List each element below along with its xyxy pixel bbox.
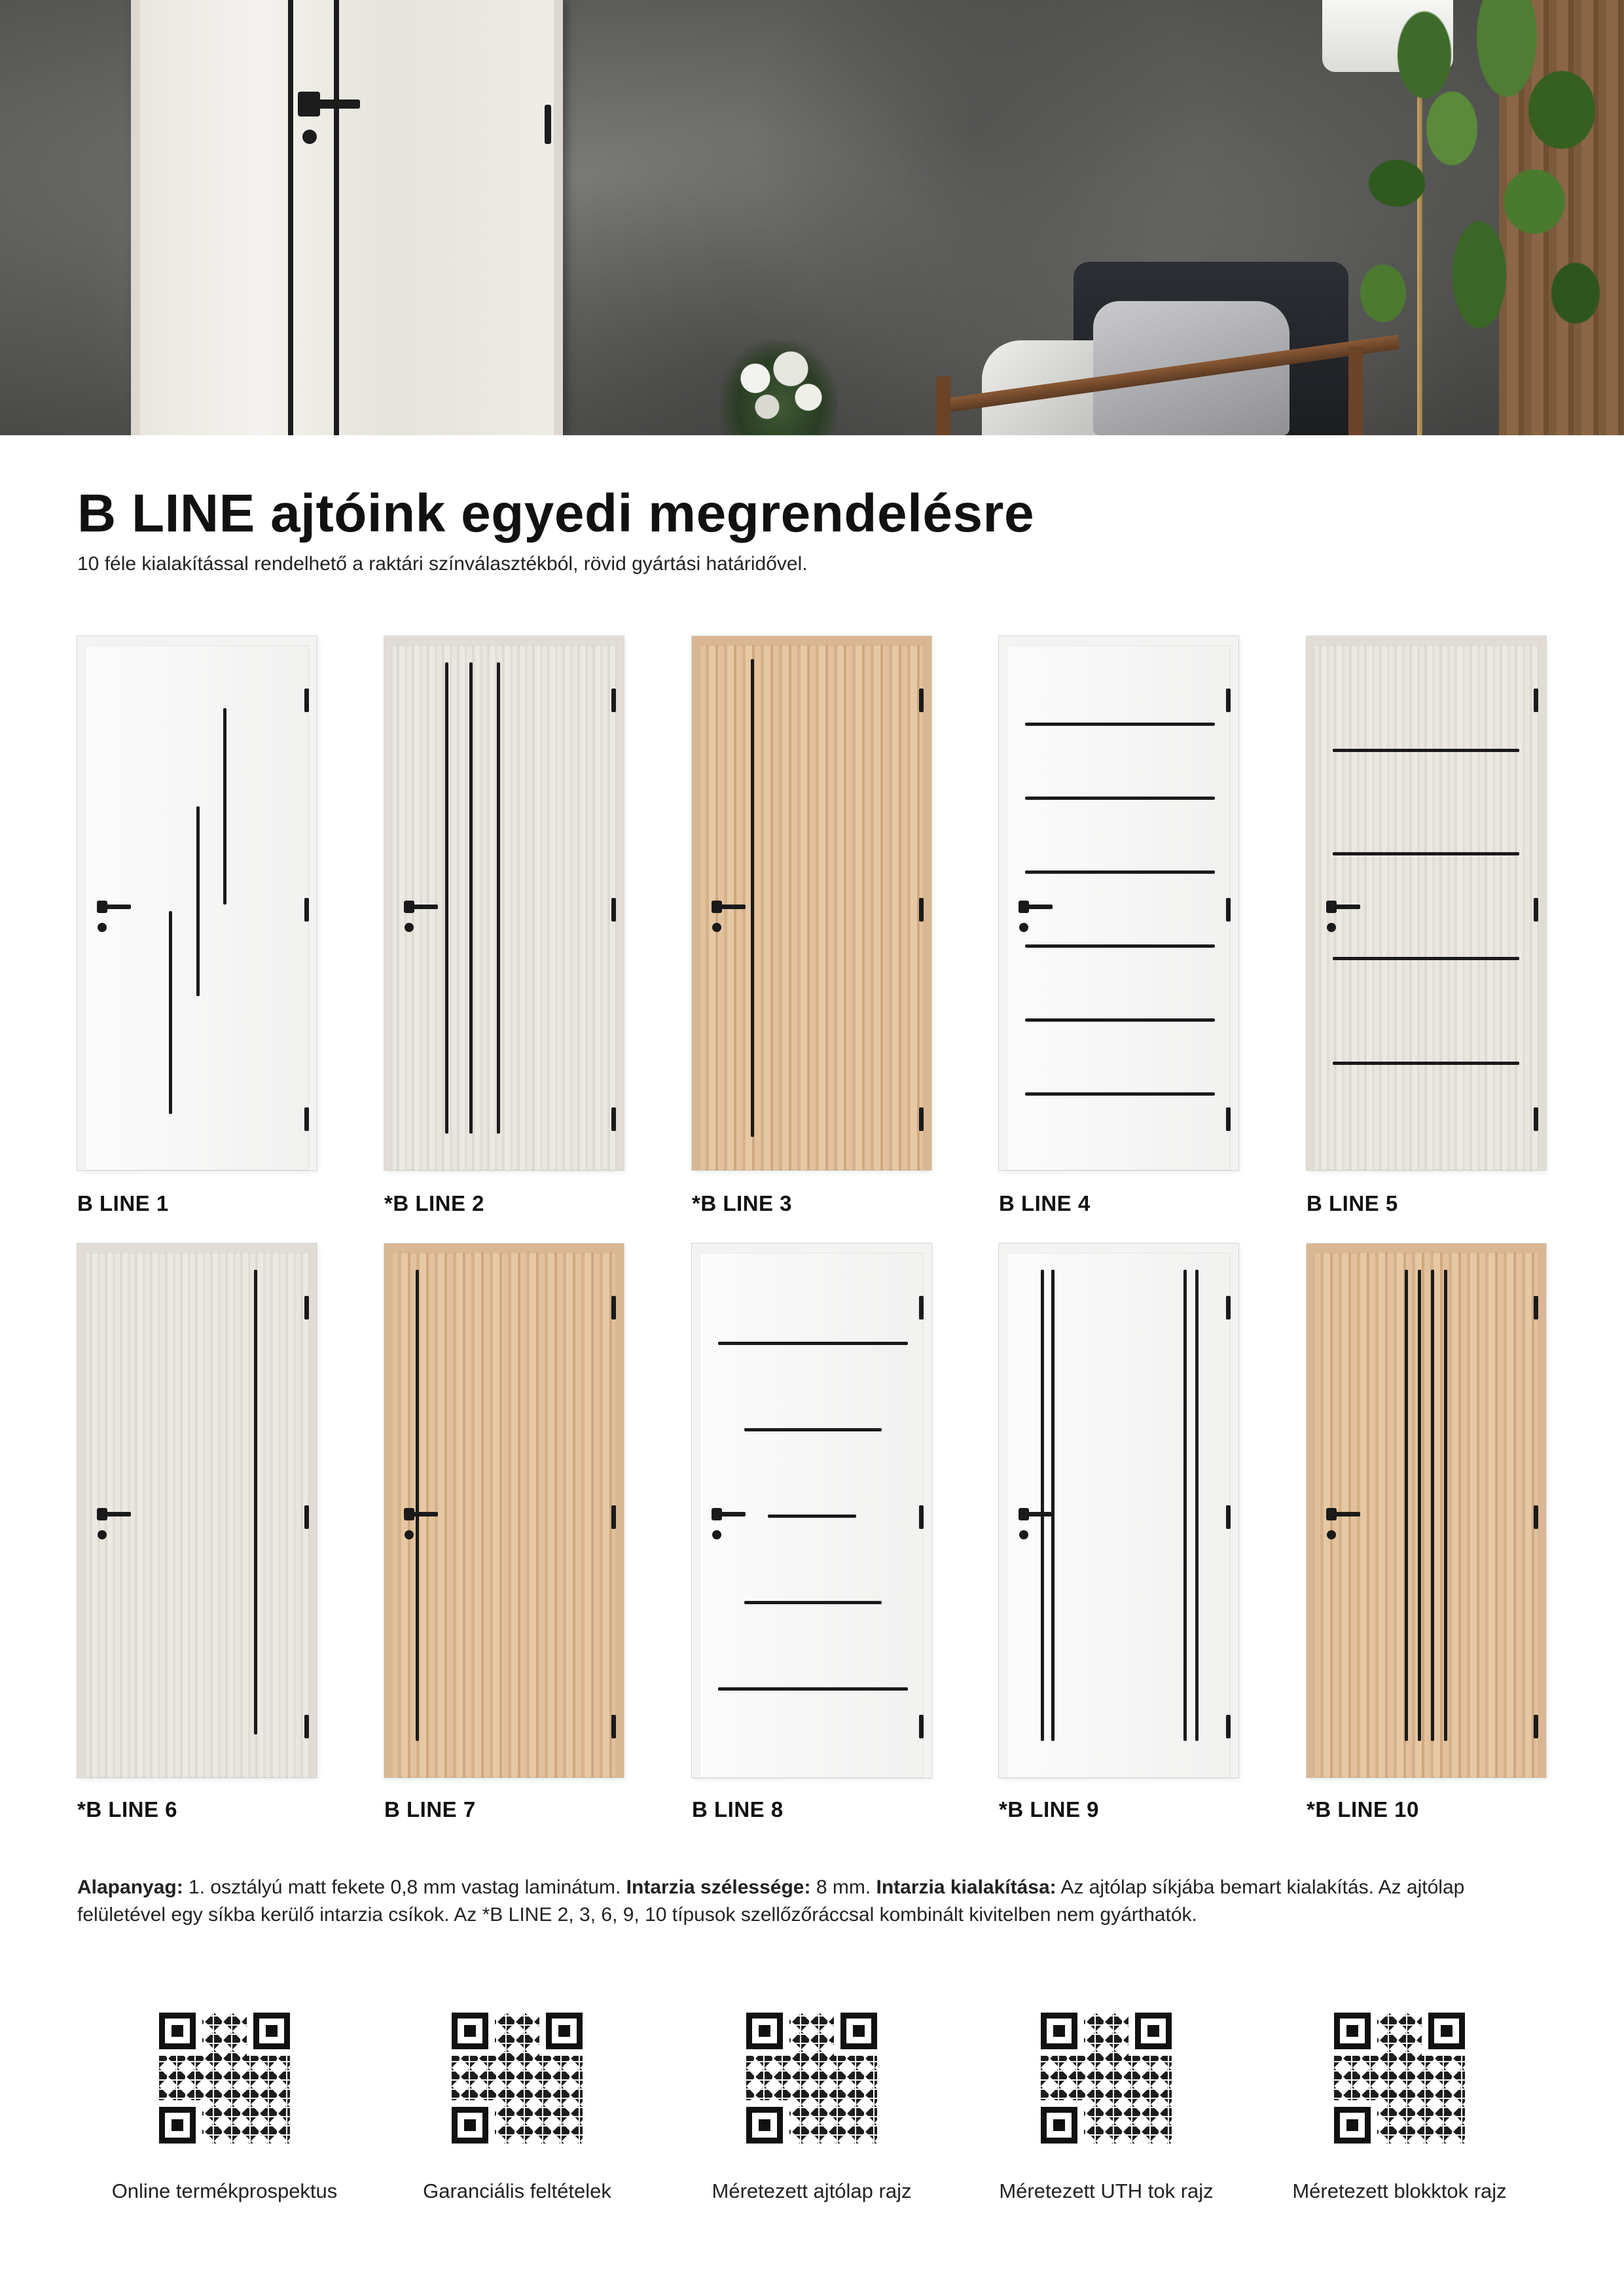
door-label: *B LINE 10 bbox=[1307, 1797, 1419, 1821]
door-hinge bbox=[919, 1296, 924, 1319]
door-hinge bbox=[304, 898, 309, 922]
inlay-line bbox=[1418, 1270, 1421, 1741]
door-hinge bbox=[304, 1505, 309, 1529]
door-hinge bbox=[611, 1715, 616, 1738]
door-hinge bbox=[919, 1505, 924, 1529]
inlay-line bbox=[751, 659, 754, 1137]
keyhole bbox=[1327, 1530, 1336, 1539]
qr-finder bbox=[1334, 2107, 1371, 2144]
inlay-line bbox=[744, 1601, 882, 1604]
door-hinge bbox=[1226, 898, 1231, 922]
door-hinge bbox=[545, 105, 551, 144]
door-b-line-6 bbox=[77, 1244, 317, 1778]
door-handle bbox=[298, 99, 360, 109]
qr-finder bbox=[546, 2013, 583, 2049]
qr-label: Online termékprospektus bbox=[111, 2179, 338, 2202]
door-hinge bbox=[1226, 689, 1231, 712]
door-hinge bbox=[304, 1107, 309, 1131]
inlay-line bbox=[768, 1515, 856, 1518]
inlay-line bbox=[1333, 1062, 1519, 1065]
inlay-line bbox=[196, 806, 200, 996]
keyhole bbox=[302, 130, 317, 144]
keyhole bbox=[1019, 1530, 1028, 1539]
door-b-line-8 bbox=[692, 1244, 931, 1778]
door-label: *B LINE 3 bbox=[692, 1191, 793, 1215]
inlay-line bbox=[718, 1342, 908, 1345]
door-label: B LINE 1 bbox=[77, 1191, 169, 1215]
inlay-width-text: 8 mm. bbox=[810, 1876, 876, 1898]
inlay-line bbox=[497, 662, 500, 1134]
keyhole bbox=[712, 923, 721, 932]
door-label: *B LINE 6 bbox=[77, 1797, 178, 1821]
qr-finder bbox=[1041, 2107, 1077, 2144]
inlay-line bbox=[1041, 1270, 1044, 1741]
door-hinge bbox=[1226, 1715, 1231, 1738]
door-hinge bbox=[919, 689, 924, 712]
door-b-line-9 bbox=[999, 1244, 1238, 1778]
door-label: B LINE 4 bbox=[999, 1191, 1091, 1215]
inlay-line bbox=[169, 911, 172, 1114]
hero-photo bbox=[0, 0, 1624, 435]
door-b-line-3 bbox=[692, 636, 931, 1170]
door-hinge bbox=[1226, 1505, 1231, 1529]
door-label: *B LINE 9 bbox=[999, 1797, 1100, 1821]
keyhole bbox=[1019, 923, 1028, 932]
inlay-line bbox=[744, 1428, 882, 1431]
inlay-line bbox=[1444, 1270, 1447, 1741]
door-handle bbox=[1326, 1512, 1360, 1516]
door-b-line-5 bbox=[1307, 636, 1546, 1170]
door-b-line-4 bbox=[999, 636, 1238, 1170]
door-handle bbox=[404, 905, 438, 909]
door-handle bbox=[404, 1512, 438, 1516]
inlay-line bbox=[718, 1687, 908, 1691]
qr-finder bbox=[1135, 2013, 1172, 2049]
door-hinge bbox=[304, 1715, 309, 1738]
door-label: B LINE 7 bbox=[384, 1797, 476, 1821]
inlay-line bbox=[1025, 944, 1215, 948]
door-handle bbox=[1326, 905, 1360, 909]
material-label: Alapanyag: bbox=[77, 1876, 183, 1898]
inlay-design-text: Az ajtólap síkjába bemart kialakítás. Az ajtólap felületével egy síkba kerülő intarzia csíkok. Az *B LINE 2, 3, 6, 9, 10 típusok szellőzőráccsal kombinált kivitelben nem gyárthatók. bbox=[77, 1876, 1465, 1926]
inlay-line bbox=[1333, 749, 1519, 752]
door-handle bbox=[1019, 1512, 1053, 1516]
inlay-line bbox=[254, 1270, 257, 1734]
qr-finder bbox=[159, 2107, 196, 2144]
door-label: B LINE 5 bbox=[1307, 1191, 1398, 1215]
inlay-line bbox=[416, 1270, 419, 1741]
keyhole bbox=[1327, 923, 1336, 932]
inlay-line bbox=[223, 708, 226, 905]
keyhole bbox=[98, 1530, 107, 1539]
inlay-line bbox=[1051, 1270, 1055, 1741]
inlay-line bbox=[1183, 1270, 1187, 1741]
door-inlay-line bbox=[288, 0, 293, 435]
door-handle bbox=[712, 905, 746, 909]
qr-finder bbox=[1428, 2013, 1465, 2049]
door-b-line-2 bbox=[384, 636, 624, 1170]
inlay-line bbox=[445, 662, 448, 1134]
door-hinge bbox=[1534, 1296, 1538, 1319]
qr-code-icon[interactable] bbox=[1334, 2013, 1465, 2144]
inlay-width-label: Intarzia szélessége: bbox=[626, 1876, 811, 1898]
door-hinge bbox=[1534, 1107, 1538, 1131]
door-hinge bbox=[611, 1296, 616, 1319]
door-hinge bbox=[1534, 898, 1538, 922]
door-hinge bbox=[304, 689, 309, 712]
flower-bouquet bbox=[720, 340, 838, 435]
door-handle bbox=[97, 1512, 131, 1516]
qr-finder bbox=[1041, 2013, 1077, 2049]
inlay-line bbox=[1025, 1092, 1215, 1096]
door-hinge bbox=[611, 898, 616, 922]
hero-door bbox=[131, 0, 563, 435]
keyhole bbox=[98, 923, 107, 932]
page-title: B LINE ajtóink egyedi megrendelésre bbox=[77, 484, 1035, 543]
door-hinge bbox=[611, 1505, 616, 1529]
door-hinge bbox=[304, 1296, 309, 1319]
qr-code-icon[interactable] bbox=[159, 2013, 290, 2144]
armchair-leg bbox=[1348, 347, 1363, 435]
qr-label: Méretezett blokktok rajz bbox=[1292, 2179, 1507, 2202]
inlay-line bbox=[469, 662, 473, 1134]
plant-leaves bbox=[1342, 0, 1617, 367]
door-hinge bbox=[1534, 1505, 1538, 1529]
door-inlay-line bbox=[334, 0, 339, 435]
qr-finder bbox=[746, 2013, 783, 2049]
door-frame bbox=[131, 0, 140, 435]
door-handle bbox=[712, 1512, 746, 1516]
qr-code-icon[interactable] bbox=[746, 2013, 877, 2144]
door-b-line-7 bbox=[384, 1244, 624, 1778]
inlay-line bbox=[1431, 1270, 1434, 1741]
door-hinge bbox=[919, 1107, 924, 1131]
door-hinge bbox=[611, 689, 616, 712]
qr-finder bbox=[452, 2107, 488, 2144]
qr-label: Garanciális feltételek bbox=[423, 2179, 611, 2202]
door-hinge bbox=[919, 898, 924, 922]
page-subtitle: 10 féle kialakítással rendelhető a raktári színválasztékból, rövid gyártási határidővel. bbox=[77, 553, 808, 575]
inlay-line bbox=[1025, 723, 1215, 726]
material-text: 1. osztályú matt fekete 0,8 mm vastag laminátum. bbox=[183, 1876, 626, 1898]
door-hinge bbox=[919, 1715, 924, 1738]
qr-finder bbox=[159, 2013, 196, 2049]
armchair-leg bbox=[936, 376, 950, 435]
door-handle bbox=[1019, 905, 1053, 909]
inlay-line bbox=[1025, 870, 1215, 874]
inlay-line bbox=[1195, 1270, 1199, 1741]
keyhole bbox=[405, 923, 414, 932]
inlay-line bbox=[1025, 797, 1215, 800]
door-b-line-1 bbox=[77, 636, 317, 1170]
qr-code-icon[interactable] bbox=[452, 2013, 583, 2144]
door-frame bbox=[554, 0, 563, 435]
qr-finder bbox=[840, 2013, 877, 2049]
door-b-line-10 bbox=[1307, 1244, 1546, 1778]
qr-label: Méretezett ajtólap rajz bbox=[712, 2179, 912, 2202]
door-label: B LINE 8 bbox=[692, 1797, 784, 1821]
qr-finder bbox=[746, 2107, 783, 2144]
qr-finder bbox=[1334, 2013, 1371, 2049]
door-handle bbox=[97, 905, 131, 909]
door-hinge bbox=[1534, 1715, 1538, 1738]
specification-notes bbox=[77, 1874, 1550, 1929]
door-hinge bbox=[1534, 689, 1538, 712]
keyhole bbox=[405, 1530, 414, 1539]
door-label: *B LINE 2 bbox=[384, 1191, 485, 1215]
door-hinge bbox=[1226, 1107, 1231, 1131]
qr-label: Méretezett UTH tok rajz bbox=[999, 2179, 1214, 2202]
inlay-line bbox=[1333, 852, 1519, 855]
door-hinge bbox=[611, 1107, 616, 1131]
inlay-line bbox=[1333, 957, 1519, 960]
qr-finder bbox=[452, 2013, 488, 2049]
keyhole bbox=[712, 1530, 721, 1539]
inlay-design-label: Intarzia kialakítása: bbox=[876, 1876, 1056, 1898]
inlay-line bbox=[1405, 1270, 1408, 1741]
door-hinge bbox=[1226, 1296, 1231, 1319]
inlay-line bbox=[1025, 1018, 1215, 1022]
qr-code-icon[interactable] bbox=[1041, 2013, 1172, 2144]
qr-finder bbox=[253, 2013, 290, 2049]
